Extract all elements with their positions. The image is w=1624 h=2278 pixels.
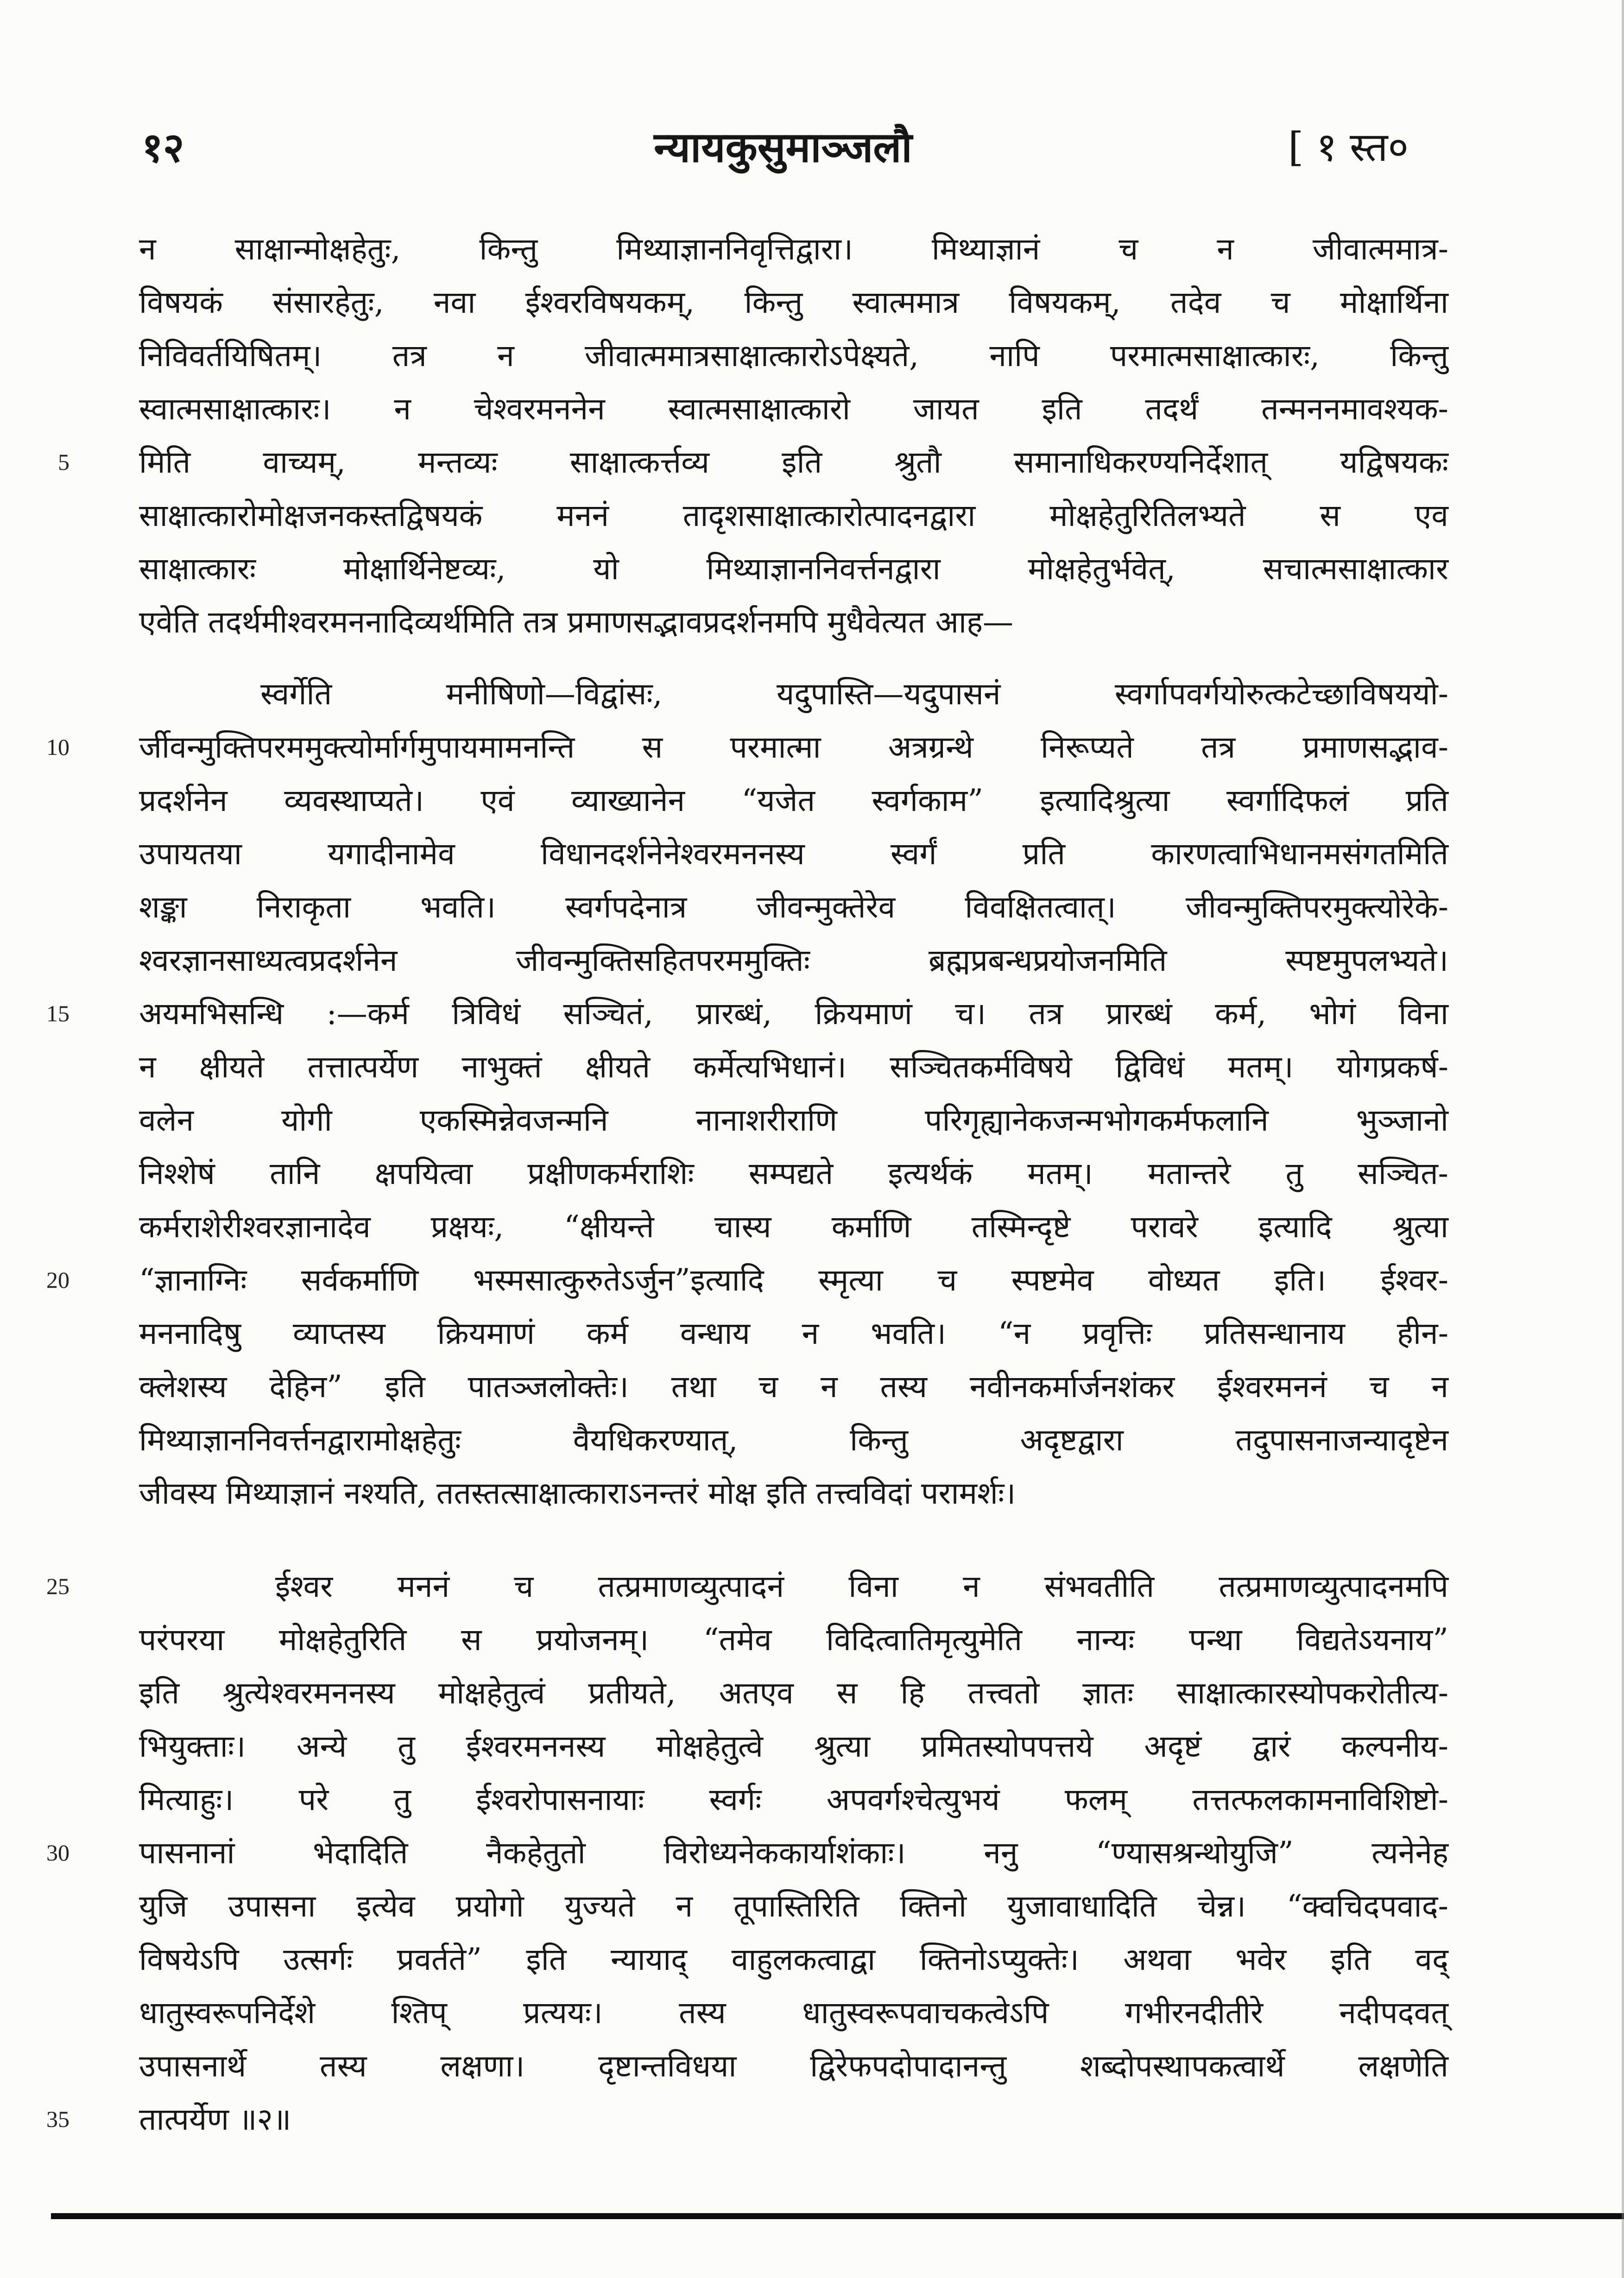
text-line	[139, 382, 1448, 436]
line-text: स्वात्मसाक्षात्कारः। न चेश्वरमननेन स्वात्मसाक्षात्कारो जायत इति तदर्थं तन्मननमावश्यक-	[139, 391, 1448, 427]
text-line	[139, 1147, 1448, 1200]
text-line	[139, 222, 1448, 276]
text-line	[139, 827, 1448, 880]
line-text: साक्षात्कारोमोक्षजनकस्तद्विषयकं मननं तादृशसाक्षात्कारोत्पादनद्वारा मोक्षहेतुरितिलभ्यते स एव	[139, 498, 1448, 533]
line-number: 25	[46, 1573, 70, 1599]
text-line	[139, 1467, 1448, 1520]
text-line	[139, 329, 1448, 382]
page-bottom-rule	[51, 2213, 1624, 2219]
paragraph	[58, 222, 1448, 649]
section-marker: [ १ स्त०	[1288, 124, 1409, 171]
line-number: 15	[46, 1000, 70, 1026]
line-text: निविवर्तयिषितम्। तत्र न जीवात्ममात्रसाक्षात्कारोऽपेक्ष्यते, नापि परमात्मसाक्षात्कारः, किन्तु	[139, 338, 1448, 373]
text-line	[139, 1773, 1448, 1826]
line-text: विषयकं संसारहेतुः, नवा ईश्वरविषयकम्, किन्तु स्वात्ममात्र विषयकम्, तदेव च मोक्षार्थिना	[139, 285, 1448, 320]
line-number: 5	[58, 449, 70, 475]
line-text: परंपरया मोक्षहेतुरिति स प्रयोजनम्। “तमेव विदित्वातिमृत्युमेति नान्यः पन्था विद्यतेऽयनाय”	[139, 1622, 1448, 1658]
line-text: र्जीवन्मुक्तिपरममुक्त्योर्मार्गमुपायमामनन्ति स परमात्मा अत्रग्रन्थे निरूप्यते तत्र प्रमाणसद्भाव-	[139, 729, 1448, 765]
line-text: कर्मराशेरीश्वरज्ञानादेव प्रक्षयः, “क्षीयन्ते चास्य कर्माणि तस्मिन्दृष्टे परावरे इत्यादि श्रुत्या	[139, 1209, 1448, 1245]
text-line	[139, 1986, 1448, 2039]
text-line	[46, 721, 1448, 774]
text-line	[139, 667, 1448, 721]
line-text: ईश्वर मननं च तत्प्रमाणव्युत्पादनं विना न संभवतीति तत्प्रमाणव्युत्पादनमपि	[275, 1569, 1448, 1604]
line-text: एवेति तदर्थमीश्वरमननादिव्यर्थमिति तत्र प्रमाणसद्भावप्रदर्शनमपि मुधैवेत्यत आह—	[139, 604, 1014, 640]
line-text: तात्पर्येण ॥२॥	[139, 2101, 291, 2137]
line-text: विषयेऽपि उत्सर्गः प्रवर्तते” इति न्यायाद् वाहुलकत्वाद्वा क्तिनोऽप्युक्तेः। अथवा भवेर इति वद्	[139, 1942, 1448, 1977]
line-text: प्रदर्शनेन व्यवस्थाप्यते। एवं व्याख्यानेन “यजेत स्वर्गकाम” इत्यादिश्रुत्या स्वर्गादिफलं प्रति	[139, 783, 1448, 818]
text-line	[139, 1307, 1448, 1360]
text-line	[139, 276, 1448, 329]
text-line	[139, 934, 1448, 987]
page-number: १२	[142, 123, 184, 171]
line-text: युजि उपासना इत्येव प्रयोगो युज्यते न तूपास्तिरिति क्तिनो युजावाधादिति चेन्न। “क्वचिदपवाद-	[139, 1888, 1448, 1924]
text-line	[46, 1560, 1448, 1613]
text-line	[46, 1253, 1448, 1307]
paragraph	[46, 667, 1448, 1520]
scan-edge	[1622, 0, 1624, 2278]
line-text: इति श्रुत्येश्वरमननस्य मोक्षहेतुत्वं प्रतीयते, अतएव स हि तत्त्वतो ज्ञातः साक्षात्कारस्योपकरोतीत्य-	[139, 1675, 1448, 1711]
line-text: भियुक्ताः। अन्ये तु ईश्वरमननस्य मोक्षहेतुत्वे श्रुत्या प्रमितस्योपपत्तये अदृष्टं द्वारं कल्पनीय-	[139, 1728, 1448, 1764]
text-line	[139, 1413, 1448, 1467]
text-line	[139, 1613, 1448, 1666]
line-text: “ज्ञानाग्निः सर्वकर्माणि भस्मसात्कुरुतेऽर्जुन”इत्यादि स्मृत्या च स्पष्टमेव वोध्यत इति। ईश्वर-	[139, 1262, 1448, 1298]
line-text: निश्शेषं तानि क्षपयित्वा प्रक्षीणकर्मराशिः सम्पद्यते इत्यर्थकं मतम्। मतान्तरे तु सञ्चित-	[139, 1156, 1448, 1191]
text-line	[139, 595, 1448, 649]
line-text: न क्षीयते तत्तात्पर्येण नाभुक्तं क्षीयते कर्मेत्यभिधानं। सञ्चितकर्मविषये द्विविधं मतम्। योगप्रकर्ष-	[139, 1049, 1448, 1085]
text-line	[46, 987, 1448, 1040]
line-text: मिति वाच्यम्, मन्तव्यः साक्षात्कर्त्तव्य इति श्रुतौ समानाधिकरण्यनिर्देशात् यद्विषयकः	[139, 444, 1448, 480]
line-text: मननादिषु व्याप्तस्य क्रियमाणं कर्म वन्धाय न भवति। “न प्रवृत्तिः प्रतिसन्धानाय हीन-	[139, 1316, 1448, 1351]
text-line	[139, 1040, 1448, 1094]
line-text: शङ्का निराकृता भवति। स्वर्गपदेनात्र जीवन्मुक्तेरेव विवक्षितत्वात्। जीवन्मुक्तिपरमुक्त्योरेके-	[139, 889, 1448, 925]
text-line	[139, 774, 1448, 827]
line-number: 20	[46, 1267, 70, 1293]
line-text: मिथ्याज्ञाननिवर्त्तनद्वारामोक्षहेतुः वैयधिकरण्यात्, किन्तु अदृष्टद्वारा तदुपासनाजन्यादृष्टेन	[139, 1422, 1448, 1458]
line-text: जीवस्य मिथ्याज्ञानं नश्यति, ततस्तत्साक्षात्काराऽनन्तरं मोक्ष इति तत्त्वविदां परामर्शः।	[139, 1475, 1016, 1511]
text-body	[46, 222, 1448, 2146]
text-line	[139, 2039, 1448, 2093]
book-title: न्यायकुसुमाञ्जलौ	[654, 123, 912, 172]
text-line	[139, 1879, 1448, 1933]
line-text: साक्षात्कारः मोक्षार्थिनेष्टव्यः, यो मिथ्याज्ञाननिवर्त्तनद्वारा मोक्षहेतुर्भवेत्, सचात्मसाक्षात्कार	[139, 551, 1448, 587]
text-line	[139, 1360, 1448, 1413]
text-line	[139, 880, 1448, 934]
text-line	[46, 1826, 1448, 1879]
text-line	[58, 436, 1448, 489]
text-line	[139, 1200, 1448, 1253]
line-text: मित्याहुः। परे तु ईश्वरोपासनायाः स्वर्गः अपवर्गश्चेत्युभयं फलम् तत्तत्फलकामनाविशिष्टो-	[139, 1782, 1448, 1817]
line-number: 30	[46, 1840, 70, 1866]
text-line	[139, 1933, 1448, 1986]
line-text: अयमभिसन्धि :—कर्म त्रिविधं सञ्चितं, प्रारब्धं, क्रियमाणं च। तत्र प्रारब्धं कर्म, भोगं विना	[139, 996, 1448, 1031]
paragraph	[46, 1560, 1448, 2146]
text-line	[139, 1666, 1448, 1720]
line-text: उपायतया यगादीनामेव विधानदर्शनेनेश्वरमननस्य स्वर्गं प्रति कारणत्वाभिधानमसंगतमिति	[139, 836, 1448, 872]
line-text: न साक्षान्मोक्षहेतुः, किन्तु मिथ्याज्ञाननिवृत्तिद्वारा। मिथ्याज्ञानं च न जीवात्ममात्र-	[139, 231, 1448, 267]
line-number: 10	[46, 734, 70, 760]
text-line	[139, 489, 1448, 542]
line-text: वलेन योगी एकस्मिन्नेवजन्मनि नानाशरीराणि परिगृह्यानेकजन्मभोगकर्मफलानि भुञ्जानो	[139, 1102, 1448, 1138]
line-text: स्वर्गेति मनीषिणो—विद्वांसः, यदुपास्ति—यदुपासनं स्वर्गापवर्गयोरुत्कटेच्छाविषययो-	[260, 676, 1448, 712]
text-line	[139, 1094, 1448, 1147]
text-line	[139, 542, 1448, 595]
line-text: श्वरज्ञानसाध्यत्वप्रदर्शनेन जीवन्मुक्तिसहितपरममुक्तिः ब्रह्मप्रबन्धप्रयोजनमिति स्पष्टमुपलभ्यते।	[139, 943, 1448, 978]
line-text: उपासनार्थे तस्य लक्षणा। दृष्टान्तविधया द्विरेफपदोपादानन्तु शब्दोपस्थापकत्वार्थे लक्षणेति	[139, 2048, 1448, 2084]
text-line	[139, 1720, 1448, 1773]
line-text: पासनानां भेदादिति नैकहेतुतो विरोध्यनेककार्याशंकाः। ननु “ण्यासश्रन्थोयुजि” त्यनेनेह	[139, 1835, 1448, 1871]
line-number: 35	[46, 2106, 70, 2132]
text-line	[46, 2093, 1448, 2146]
line-text: क्लेशस्य देहिन” इति पातञ्जलोक्तेः। तथा च न तस्य नवीनकर्मार्जनशंकर ईश्वरमननं च न	[139, 1369, 1448, 1405]
line-text: धातुस्वरूपनिर्देशे श्तिप् प्रत्ययः। तस्य धातुस्वरूपवाचकत्वेऽपि गभीरनदीतीरे नदीपदवत्	[139, 1995, 1448, 2031]
